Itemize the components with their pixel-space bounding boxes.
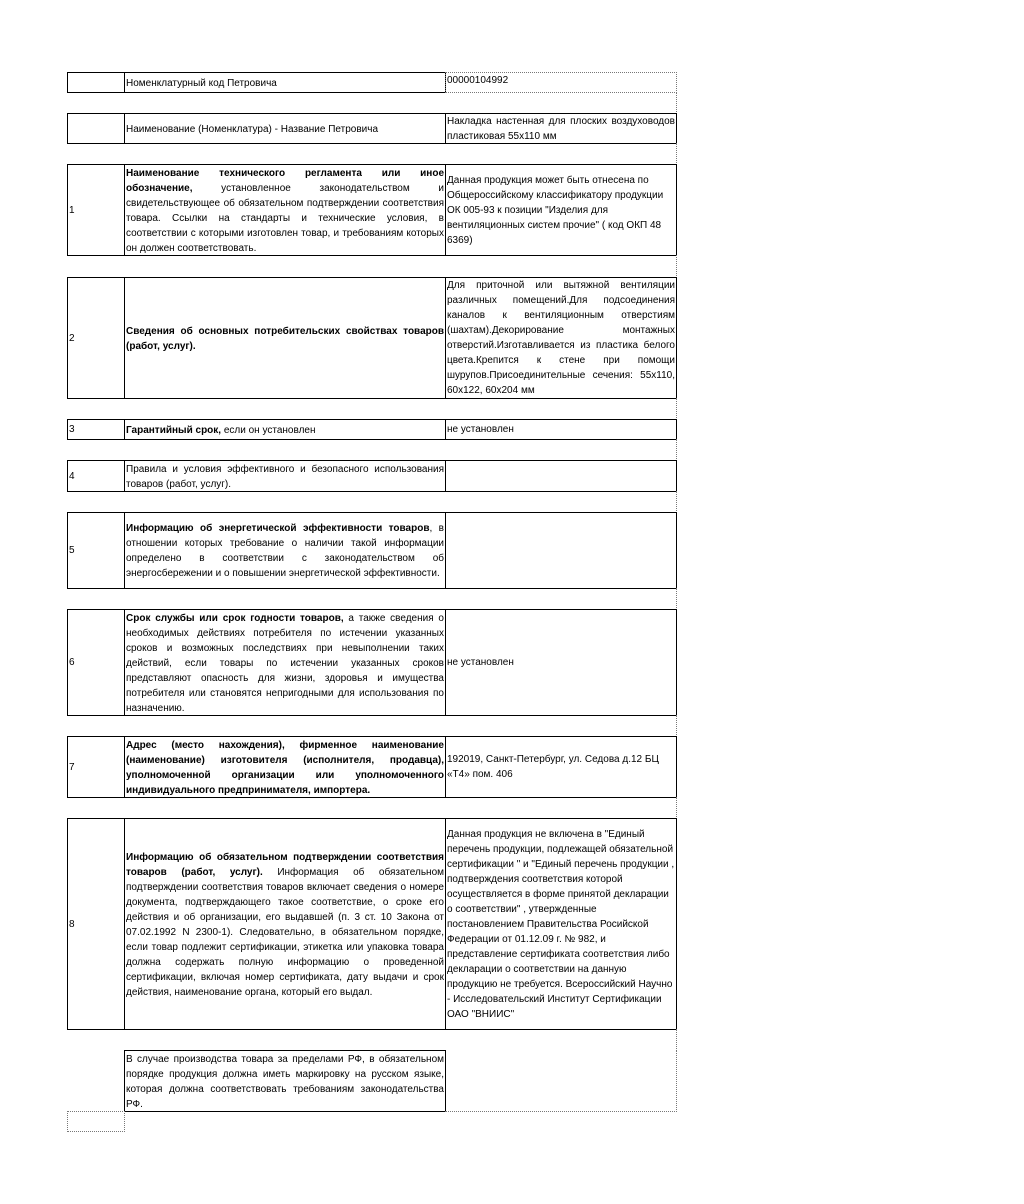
row-desc-text: Информация об обязательном подтверждении соответствия товаров включает сведения о номере документа, подтверждающего такое соответствие, о сроке его действия и об организации, его выдавшей (п. 3 ст. 10 Закона от 07.02.1992 N 2300-1). Следовательно, в обязательном порядке, если товар подлежит сертификации, этикетка или упаковка товара должна содержать полную информацию о проведенной сертификации, включая номер сертификата, дату выдачи и срок действия, наименование органа, который его выдал. <box>126 866 445 998</box>
row-value-5 <box>445 512 677 589</box>
row-desc-text: , в отношении которых требование о наличии такой информации определено в соответствии с законодательством об энергосбережении и о повышении энергетической эффективности. <box>126 523 444 579</box>
row-desc-3 <box>124 419 446 440</box>
row-desc-bold: Информацию об энергетической эффективности товаров <box>126 523 430 534</box>
row-num-7: 7 <box>67 736 125 798</box>
spacer <box>445 92 677 114</box>
spacer <box>445 398 677 420</box>
code-label: Номенклатурный код Петровича <box>126 77 277 89</box>
row-value-text: не установлен <box>447 657 514 668</box>
row-value-1 <box>445 164 677 256</box>
row-desc-8 <box>124 818 446 1030</box>
row-value-text: не установлен <box>447 424 514 435</box>
row-num-8: 8 <box>67 818 125 1030</box>
row-desc-text: а также сведения о необходимых действиях потребителя по истечении указанных сроков и возможных последствиях при невыполнении таких действий, если товары по истечении указанных сроков представляют опасность для жизни, здоровья и имущества потребителя или становятся непригодными для использования по назначению. <box>126 612 444 714</box>
code-num-cell <box>67 72 125 93</box>
row-desc-7 <box>124 736 446 798</box>
name-num-cell <box>67 113 125 144</box>
empty-selected-cell <box>67 1111 125 1132</box>
row-desc-text: Правила и условия эффективного и безопасного использования товаров (работ, услуг). <box>126 463 444 490</box>
spacer <box>445 715 677 737</box>
name-label: Наименование (Номенклатура) - Название Петровича <box>126 123 379 135</box>
spacer <box>445 143 677 165</box>
code-label-cell <box>124 72 446 93</box>
row-num-3: 3 <box>67 419 125 440</box>
footer-note: В случае производства товара за пределами РФ, в обязательном порядке продукция должна иметь маркировку на русском языке, которая должна соответствовать требованиям законодательства РФ. <box>126 1053 444 1110</box>
row-value-2 <box>445 277 677 399</box>
row-value-6 <box>445 609 677 716</box>
row-desc-bold: Сведения об основных потребительских свойствах товаров (работ, услуг). <box>126 325 444 352</box>
row-value-8 <box>445 818 677 1030</box>
row-num-6: 6 <box>67 609 125 716</box>
row-desc-2 <box>124 277 446 399</box>
code-value-cell <box>445 72 677 93</box>
code-value: 00000104992 <box>447 75 509 86</box>
name-value-cell <box>445 113 677 144</box>
spacer <box>445 491 677 513</box>
row-desc-bold: Срок службы или срок годности товаров, <box>126 612 344 624</box>
row-value-4 <box>445 460 677 492</box>
spacer <box>445 1029 677 1051</box>
row-value-7 <box>445 736 677 798</box>
row-desc-5 <box>124 512 446 589</box>
row-desc-1 <box>124 164 446 256</box>
row-desc-bold: Адрес (место нахождения), фирменное наименование (наименование) изготовителя (исполнителя, продавца), уполномоченной организации или уполномоченного индивидуального предпринимателя, импортера. <box>126 739 444 796</box>
spacer <box>445 588 677 610</box>
footer-empty-cell <box>445 1050 677 1112</box>
row-num-4: 4 <box>67 460 125 492</box>
row-num-2: 2 <box>67 277 125 399</box>
row-value-text: Для приточной или вытяжной вентиляции различных помещений.Для подсоединения каналов к вентиляционным отверстиям (шахтам).Декорирование монтажных отверстий.Изготавливается из пластика белого цвета.Крепится к стене при помощи шурупов.Присоединительные сечения: 55х110, 60х122, 60х204 мм <box>447 280 675 396</box>
row-desc-4 <box>124 460 446 492</box>
footer-note-cell <box>124 1050 446 1112</box>
name-value: Накладка настенная для плоских воздуховодов пластиковая 55х110 мм <box>447 115 675 142</box>
name-label-cell <box>124 113 446 144</box>
row-num-1: 1 <box>67 164 125 256</box>
row-desc-text: если он установлен <box>221 424 316 436</box>
row-value-text: 192019, Санкт-Петербург, ул. Седова д.12 БЦ «Т4» пом. 406 <box>447 754 659 780</box>
spacer <box>445 439 677 461</box>
row-desc-bold: Информацию об обязательном подтверждении соответствия товаров (работ, услуг). <box>126 851 444 878</box>
row-num-5: 5 <box>67 512 125 589</box>
row-value-text: Данная продукция не включена в "Единый перечень продукции, подлежащей обязательной сертификации " и "Единый перечень продукции , подтверждения соответствия которой осуществляется в форме принятой декларации о соответствии" , утвержденные постановлением Правительства Росийской Федерации от 01.12.09 г. № 982, и представление сертификата соответствия либо декларации о соответствии на данную продукцию не требуется. Всероссийский Научно - Исследовательский Институт Сертификации ОАО "ВНИИС" <box>447 828 675 1020</box>
row-desc-bold: Гарантийный срок, <box>126 424 222 436</box>
row-desc-text: установленное законодательством и свидетельствующее об обязательном подтверждении соответствия товара. Ссылки на стандарты и технические условия, в соответствии с которыми изготовлен товар, и требованиям которых он должен соответствовать. <box>126 182 444 254</box>
spacer <box>445 797 677 819</box>
spacer <box>445 255 677 278</box>
row-value-3 <box>445 419 677 440</box>
row-desc-bold: Наименование технического регламента или иное обозначение, <box>126 167 444 194</box>
row-value-text: Данная продукция может быть отнесена по Общероссийскому классификатору продукции ОК 005-93 к позиции "Изделия для вентиляционных систем прочие" ( код ОКП 48 6369) <box>447 174 664 246</box>
row-desc-6 <box>124 609 446 716</box>
